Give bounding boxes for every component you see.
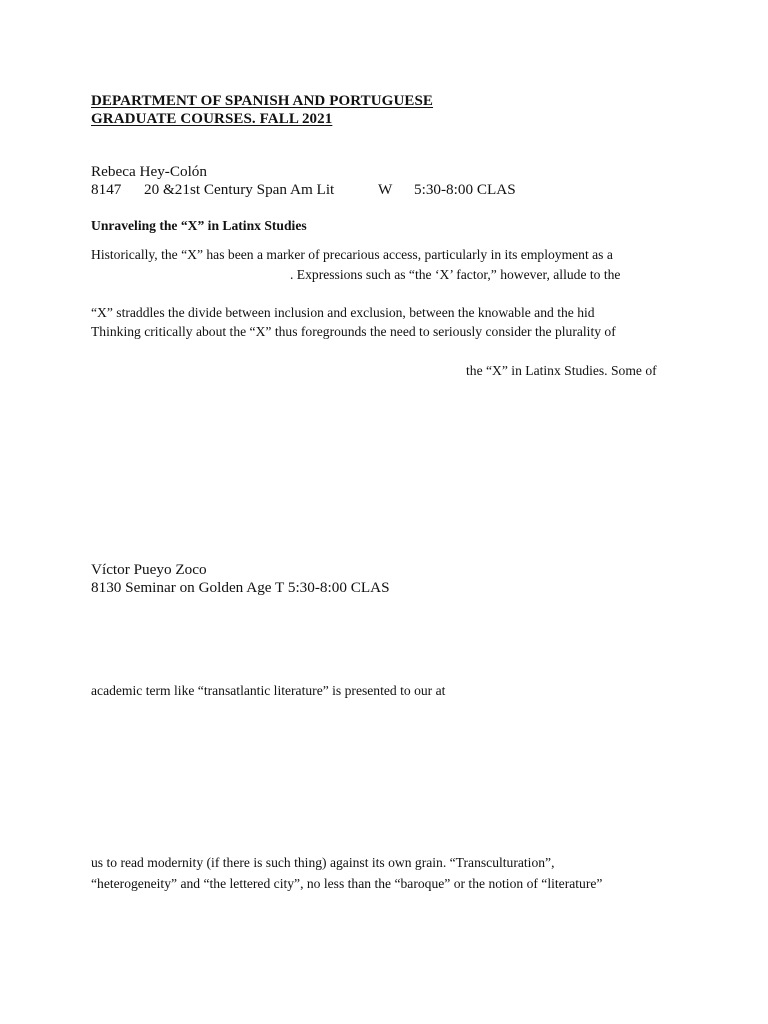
course2-info-line: 8130 Seminar on Golden Age T 5:30-8:00 CLAS [91, 579, 390, 596]
term-heading: GRADUATE COURSES. FALL 2021 [91, 111, 333, 127]
course1-description-line: “X” straddles the divide between inclusion and exclusion, between the knowable and the hid [91, 305, 595, 320]
course1-description-line: . Expressions such as “the ‘X’ factor,” however, allude to the [290, 267, 621, 282]
course1-description-line: Thinking critically about the “X” thus foregrounds the need to seriously consider the plurality of [91, 324, 616, 339]
course1-name: 20 &21st Century Span Am Lit [144, 181, 335, 198]
course1-info-line [91, 182, 611, 200]
course1-description-line: the “X” in Latinx Studies. Some of [466, 363, 657, 378]
course1-title: Unraveling the “X” in Latinx Studies [91, 218, 307, 233]
course1-time-location: 5:30-8:00 CLAS [414, 181, 516, 198]
department-heading: DEPARTMENT OF SPANISH AND PORTUGUESE [91, 93, 434, 109]
course1-number: 8147 [91, 181, 122, 198]
course1-description-line: Historically, the “X” has been a marker of precarious access, particularly in its employment as a [91, 247, 613, 262]
course2-instructor: Víctor Pueyo Zoco [91, 561, 207, 578]
course2-description-line: “heterogeneity” and “the lettered city”, no less than the “baroque” or the notion of “literature” [91, 876, 603, 891]
course1-instructor: Rebeca Hey-Colón [91, 163, 207, 180]
course1-day: W [378, 181, 393, 198]
course2-description-line: academic term like “transatlantic literature” is presented to our at [91, 683, 446, 698]
course2-description-line: us to read modernity (if there is such thing) against its own grain. “Transculturation”, [91, 855, 555, 870]
